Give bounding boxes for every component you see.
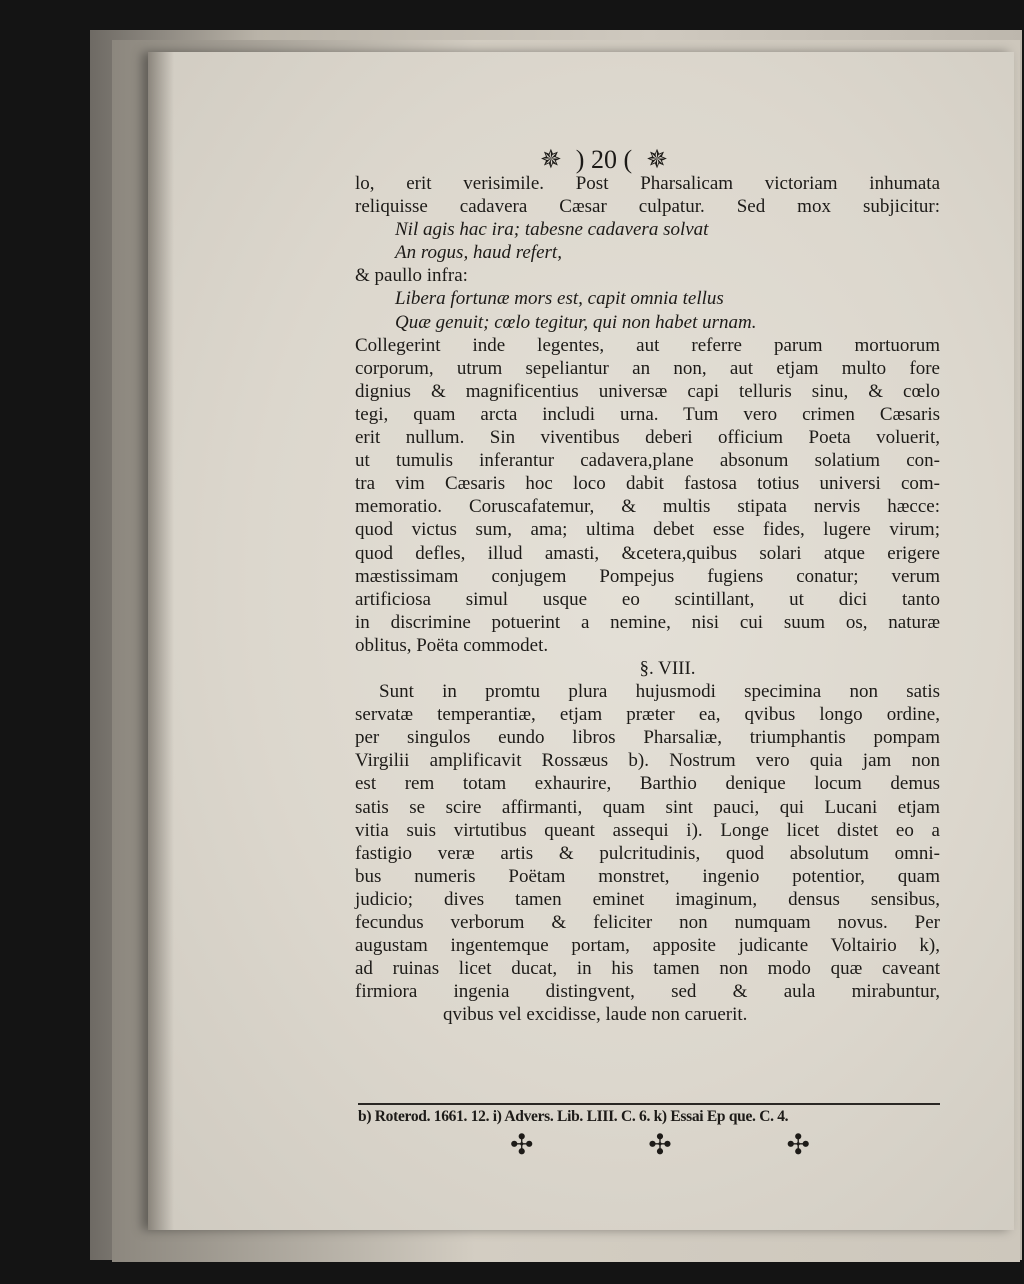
ornament-left-icon: ✵ (540, 145, 562, 174)
page-gutter-shadow (148, 52, 174, 1230)
text-line: dignius & magnificentius universæ capi telluris sinu, & cœlo (355, 380, 940, 402)
text-line: fastigio veræ artis & pulcritudinis, quod absolutum omni- (355, 842, 940, 864)
fleuron-icon: ✣ (648, 1130, 672, 1161)
text-line: satis se scire affirmanti, quam sint pauci, qui Lucani etjam (355, 796, 940, 818)
text-line: ad ruinas licet ducat, in his tamen non modo quæ caveant (355, 958, 940, 980)
text-line: Sunt in promtu plura hujusmodi specimina non satis (379, 681, 940, 703)
section-heading: §. VIII. (639, 657, 696, 679)
text-line: quod defles, illud amasti, &cetera,quibus solari atque erigere (355, 542, 940, 564)
text-line: Collegerint inde legentes, aut referre parum mortuorum (355, 334, 940, 356)
text-line: reliquisse cadavera Cæsar culpatur. Sed mox subjicitur: (355, 196, 940, 218)
page-number: ) 20 ( (575, 145, 633, 174)
text-line: corporum, utrum sepeliantur an non, aut etjam multo fore (355, 357, 940, 379)
text-line: & paullo infra: (355, 265, 468, 287)
text-line: firmiora ingenia distingvent, sed & aula mirabuntur, (355, 981, 940, 1003)
fleuron-icon: ✣ (786, 1130, 810, 1161)
page-body (355, 172, 940, 1026)
text-line: artificiosa simul usque eo scintillant, ut dici tanto (355, 588, 940, 610)
fleuron-icon: ✣ (510, 1130, 534, 1161)
text-line: est rem totam exhaurire, Barthio denique locum demus (355, 773, 940, 795)
footnote-rule (358, 1103, 940, 1105)
tail-ornaments (510, 1128, 810, 1162)
text-line: erit nullum. Sin viventibus deberi officium Poeta voluerit, (355, 427, 940, 449)
verse-line: Nil agis hac ira; tabesne cadavera solvat (395, 219, 709, 241)
text-line: oblitus, Poëta commodet. (355, 634, 549, 656)
text-line: qvibus vel excidisse, laude non caruerit. (443, 1004, 748, 1026)
text-line: vitia suis virtutibus queant assequi i). Longe licet distet eo a (355, 819, 940, 841)
text-line: quod victus sum, ama; ultima debet esse fides, lugere virum; (355, 519, 940, 541)
text-line: tra vim Cæsaris hoc loco dabit fastosa totius universi com- (355, 473, 940, 495)
text-line: servatæ temperantiæ, etjam præter ea, qvibus longo ordine, (355, 704, 940, 726)
text-line: augustam ingentemque portam, apposite judicante Voltairio k), (355, 935, 940, 957)
ornament-right-icon: ✵ (646, 145, 668, 174)
text-line: mæstissimam conjugem Pompejus fugiens conatur; verum (355, 565, 940, 587)
text-line: bus numeris Poëtam monstret, ingenio potentior, quam (355, 865, 940, 887)
text-line: ut tumulis inferantur cadavera,plane absonum solatium con- (355, 450, 940, 472)
footnote: b) Roterod. 1661. 12. i) Advers. Lib. LIII. C. 6. k) Essai Ep que. C. 4. (358, 1108, 789, 1125)
text-line: memoratio. Coruscafatemur, & multis stipata nervis hæcce: (355, 496, 940, 518)
verse-line: Libera fortunæ mors est, capit omnia tellus (395, 288, 724, 310)
verse-line: An rogus, haud refert, (395, 242, 562, 264)
text-line: Virgilii amplificavit Rossæus b). Nostrum vero quia jam non (355, 750, 940, 772)
text-line: judicio; dives tamen eminet imaginum, densus sensibus, (355, 888, 940, 910)
text-line: tegi, quam arcta includi urna. Tum vero crimen Cæsaris (355, 403, 940, 425)
text-line: fecundus verborum & feliciter non numquam novus. Per (355, 912, 940, 933)
text-line: in discrimine potuerint a nemine, nisi cui suum os, naturæ (355, 611, 940, 633)
text-line: per singulos eundo libros Pharsaliæ, triumphantis pompam (355, 727, 940, 749)
verse-line: Quæ genuit; cœlo tegitur, qui non habet urnam. (395, 311, 757, 333)
text-line: lo, erit verisimile. Post Pharsalicam victoriam inhumata (355, 173, 940, 194)
